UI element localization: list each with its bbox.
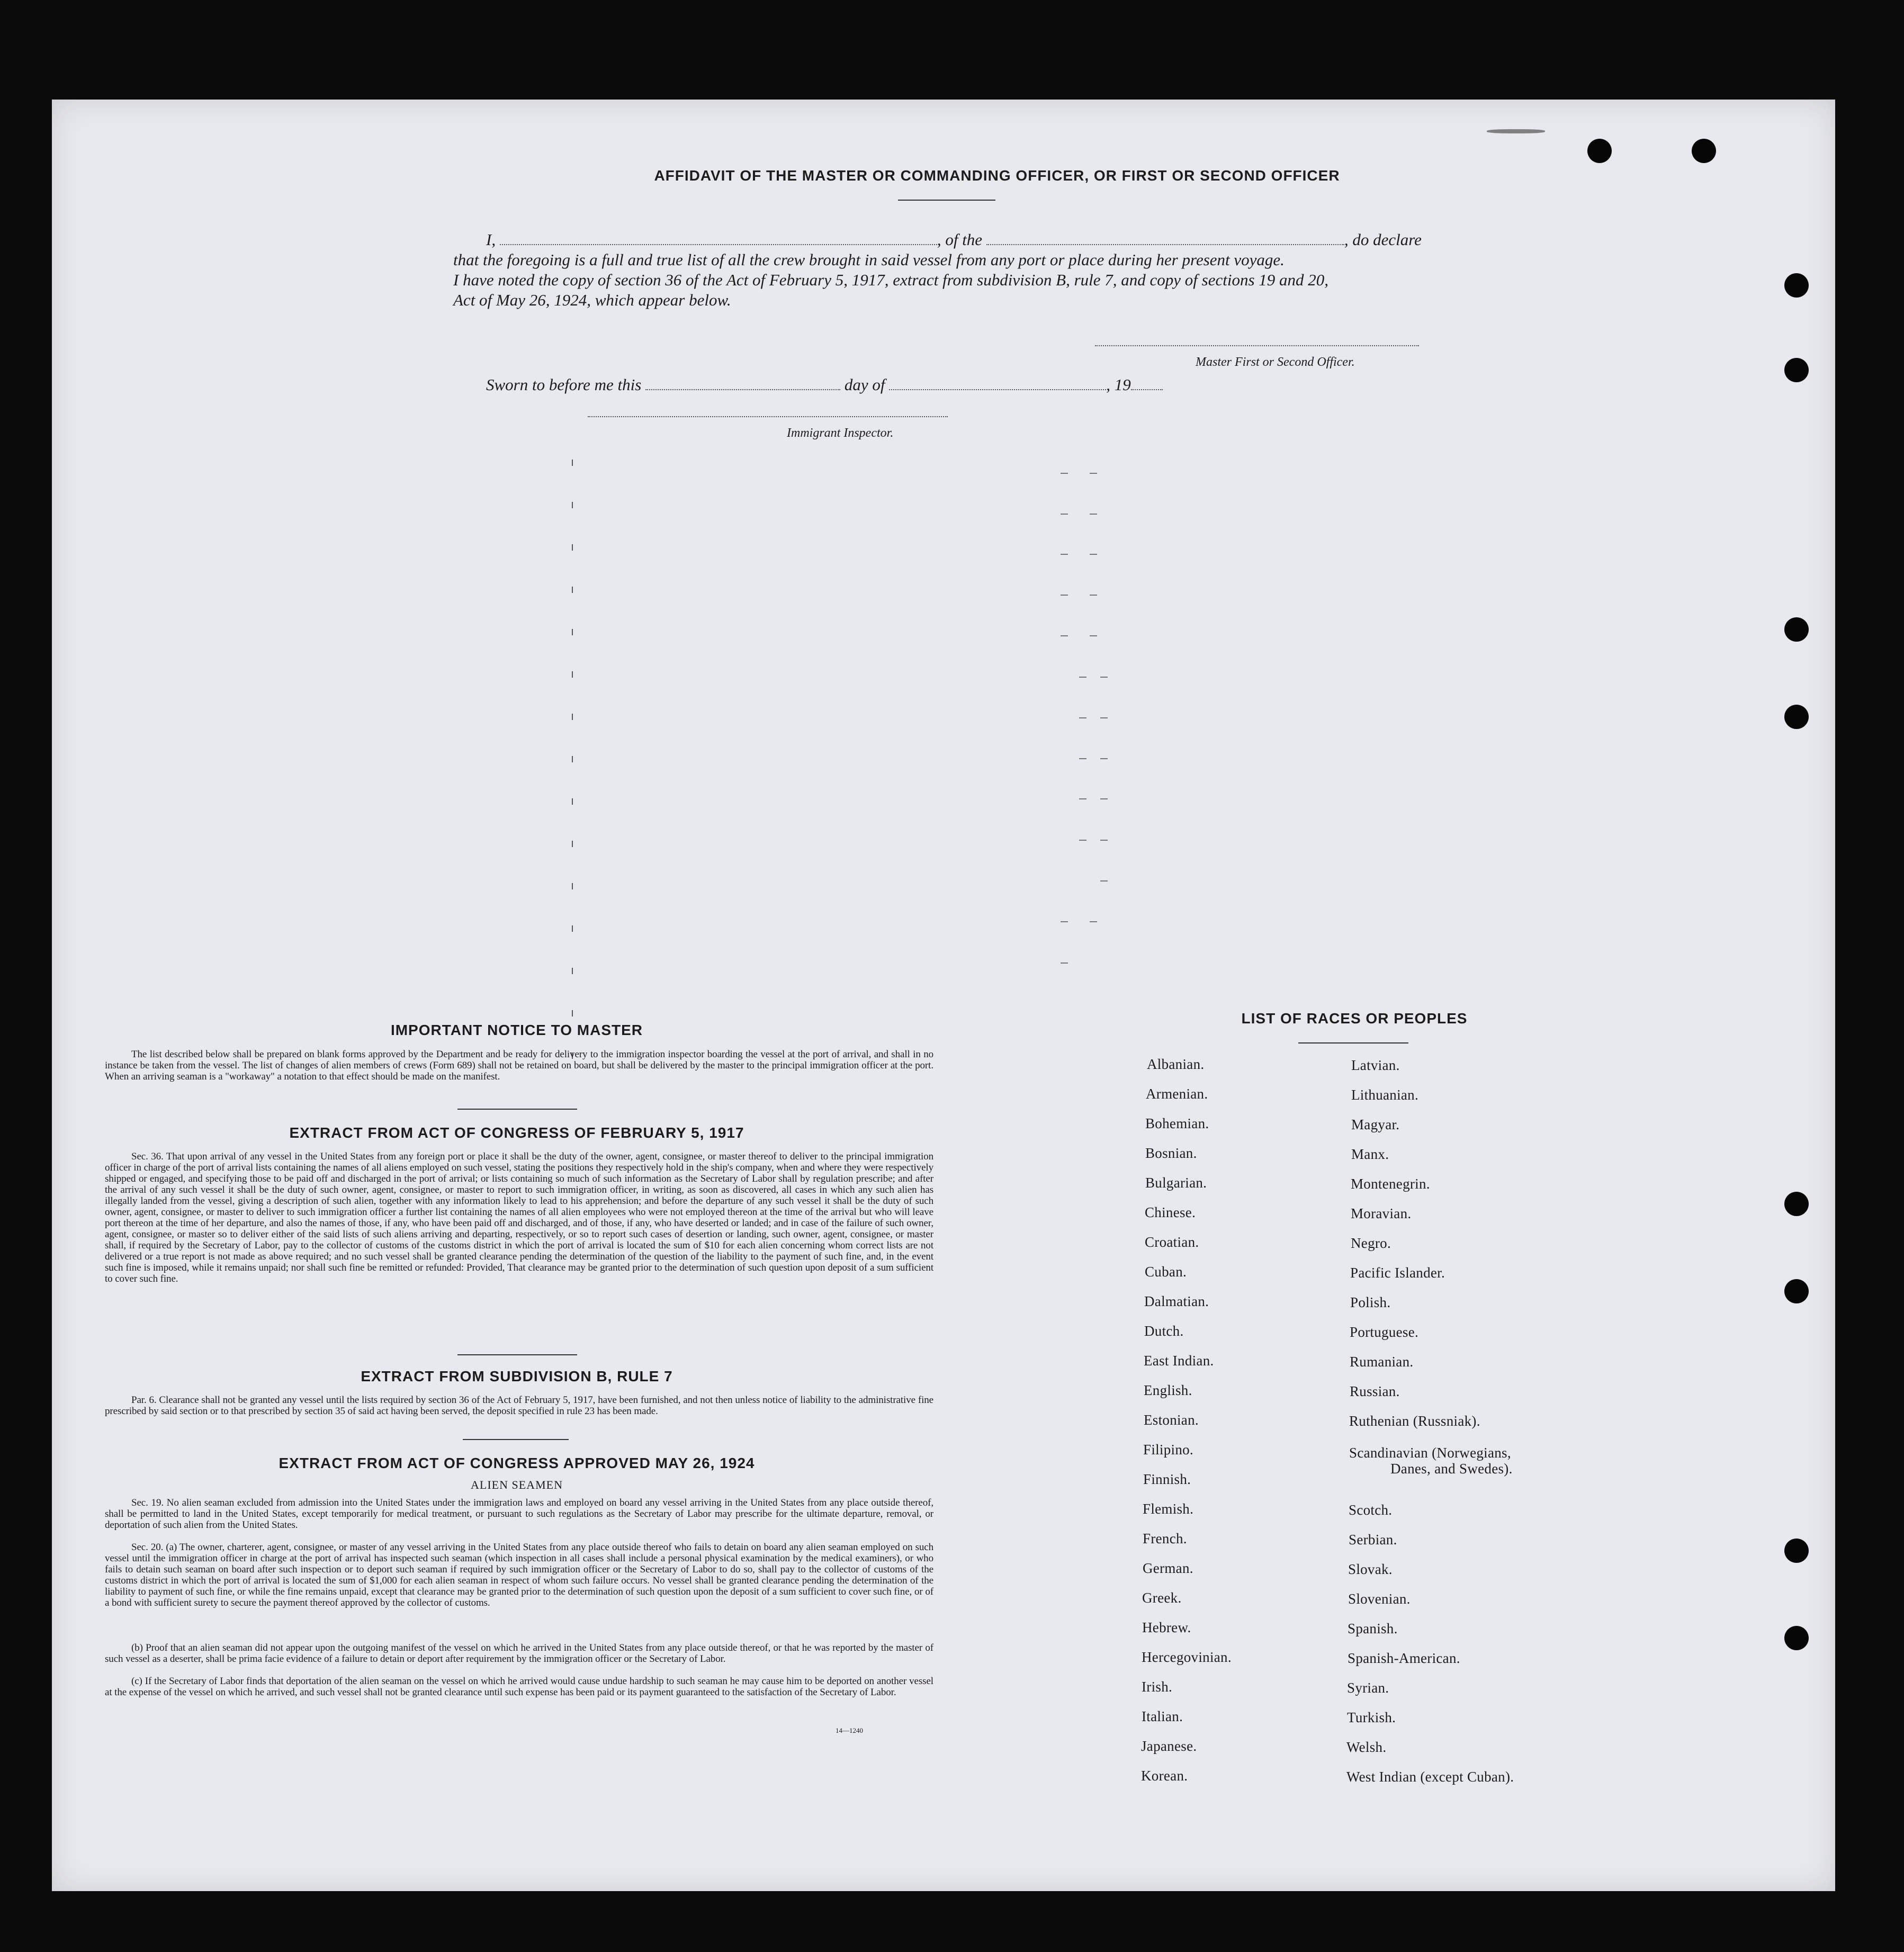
race-item: Ruthenian (Russniak). (1349, 1413, 1480, 1429)
stray-mark (572, 671, 573, 678)
stray-mark (572, 841, 573, 847)
race-item: Polish. (1350, 1294, 1391, 1310)
stray-mark (572, 629, 573, 635)
stray-mark (572, 798, 573, 805)
race-item: Greek. (1142, 1590, 1182, 1606)
race-item: Pacific Islander. (1350, 1265, 1445, 1281)
race-item: Lithuanian. (1351, 1087, 1419, 1103)
stray-mark (1061, 514, 1068, 515)
stray-mark (1090, 473, 1097, 474)
punch-hole (1784, 1279, 1809, 1303)
race-item: Chinese. (1145, 1204, 1196, 1220)
stray-mark (1079, 677, 1086, 678)
race-item: Estonian. (1144, 1412, 1199, 1428)
race-item: Portuguese. (1350, 1324, 1419, 1340)
stray-mark (572, 502, 573, 508)
stray-mark (1061, 473, 1068, 474)
declaration-line-1 (486, 230, 1481, 250)
race-item: Korean. (1141, 1768, 1188, 1784)
race-item: Bosnian. (1145, 1145, 1197, 1161)
stray-mark (572, 756, 573, 762)
stray-mark (1090, 921, 1097, 922)
stray-mark (1061, 921, 1068, 922)
stray-mark (572, 968, 573, 974)
stray-mark (572, 460, 573, 466)
sworn-text: Sworn to before me this (486, 375, 642, 394)
race-item: Rumanian. (1350, 1354, 1414, 1370)
title-rule (898, 200, 995, 201)
notice-title: IMPORTANT NOTICE TO MASTER (390, 1022, 643, 1038)
rule7-text: Par. 6. Clearance shall not be granted any vessel until the lists required by section 36 of the Act of February 5, 1917, have been furnished, and not then unless notice of liability to the administrative fine prescribed by said section or to that prescribed by section 35 of said act having been served, the deposit specified in rule 23 has been made. (105, 1395, 933, 1417)
extract-1917-title: EXTRACT FROM ACT OF CONGRESS OF FEBRUARY 5, 1917 (289, 1125, 744, 1141)
sec20b-text: (b) Proof that an alien seaman did not appear upon the outgoing manifest of the vessel on which he arrived in the United States from any place outside thereof, or that he was reported by the master of such vessel as a deserter, shall be prima facie evidence of a failure to detain or deport after requirement by the immigration officer or the Secretary of Labor. (105, 1642, 933, 1665)
punch-hole (1784, 617, 1809, 642)
section-rule (457, 1109, 577, 1110)
race-item: Japanese. (1141, 1738, 1197, 1754)
race-item: Bulgarian. (1145, 1175, 1207, 1191)
sworn-line (486, 375, 1280, 395)
race-item: Albanian. (1147, 1056, 1205, 1072)
race-item: French. (1143, 1531, 1187, 1546)
declaration-of-the: , of the (937, 230, 983, 249)
race-item: English. (1144, 1382, 1192, 1398)
race-item: Scotch. (1349, 1502, 1393, 1518)
race-item: Moravian. (1351, 1206, 1412, 1221)
race-item: Armenian. (1146, 1086, 1208, 1102)
race-item: Danes, and Swedes). (1390, 1461, 1513, 1477)
stray-mark (1100, 880, 1108, 881)
notice-text: The list described below shall be prepared on blank forms approved by the Department and be ready for delivery to the immigration inspector boarding the vessel at the port of arrival, and shall in no instance be taken from the vessel. The list of changes of alien members of crews (Form 689) shall not be retained on board, but shall be delivered by the master to the principal immigration officer at the port. When an arriving seaman is a "workaway" a notation to that effect should be made on the manifest. (105, 1049, 933, 1082)
stray-mark (1100, 677, 1108, 678)
section-rule (457, 1354, 577, 1355)
declaration-line-4: Act of May 26, 1924, which appear below. (453, 291, 731, 309)
declaration-do-declare: , do declare (1344, 230, 1422, 249)
stray-mark (572, 925, 573, 932)
race-item: Slovak. (1348, 1561, 1393, 1577)
year-blank (1131, 379, 1163, 390)
race-item: Montenegrin. (1351, 1176, 1430, 1192)
race-item: Syrian. (1347, 1680, 1389, 1696)
master-signature-line (1095, 344, 1419, 346)
race-item: Scandinavian (Norwegians, (1349, 1445, 1511, 1461)
races-title-rule (1298, 1042, 1408, 1044)
race-item: Bohemian. (1145, 1116, 1209, 1131)
stray-mark (1061, 554, 1068, 555)
day-blank (645, 379, 840, 390)
stray-mark (1090, 595, 1097, 596)
stray-mark (572, 587, 573, 593)
race-item: Latvian. (1351, 1057, 1400, 1073)
race-item: Slovenian. (1348, 1591, 1411, 1607)
stray-mark (1100, 798, 1108, 799)
race-item: German. (1143, 1560, 1193, 1576)
extract-1924-title: EXTRACT FROM ACT OF CONGRESS APPROVED MAY 26, 1924 (279, 1455, 755, 1471)
race-item: Spanish-American. (1348, 1650, 1460, 1666)
race-item: Cuban. (1145, 1264, 1187, 1280)
section-rule (463, 1439, 569, 1440)
stray-mark (1061, 962, 1068, 964)
stray-mark (1100, 717, 1108, 718)
stray-mark (1100, 758, 1108, 759)
race-item: Finnish. (1143, 1471, 1191, 1487)
sec20c-text: (c) If the Secretary of Labor finds that deportation of the alien seaman on the vessel on which he arrived would cause undue hardship to such seaman he may cause him to be deported on another vessel at the expense of the vessel on which he arrived, and such vessel shall not be granted clearance until such expense has been paid or its payment guaranteed to the satisfaction of the Secretary of Labor. (105, 1676, 933, 1698)
stray-mark (572, 714, 573, 720)
stray-mark (1079, 798, 1086, 799)
stray-mark (1079, 840, 1086, 841)
race-item: Negro. (1351, 1235, 1391, 1251)
inspector-signature-line (588, 415, 948, 417)
stray-mark (572, 1010, 573, 1017)
race-item: Welsh. (1346, 1739, 1387, 1755)
extract-1917-text: Sec. 36. That upon arrival of any vessel in the United States from any foreign port or place it shall be the duty of the owner, agent, consignee, or master thereof to deliver to the principal immigration officer in charge of the port of arrival lists containing the names of all aliens employed on such vessel, stating the positions they respectively hold in the ship's company, when and where they were respectively shipped or engaged, and specifying those to be paid off and discharged in the port of arrival; or lists containing so much of such information as the Secretary of Labor shall by regulation prescribe; and after the arrival of any such vessel it shall be the duty of such owner, agent, consignee, or master to report to such immigration officer, in writing, as soon as discovered, all cases in which any such alien has illegally landed from the vessel, giving a description of such alien, together with any information likely to lead to his apprehension; and before the departure of any such vessel it shall be the duty of such owner, agent, consignee, or master to deliver to such immigration officer a further list containing the names of all alien employees who were not employed thereon at the time of the arrival but who will leave port thereon at the time of her departure, and also the names of those, if any, who have been paid off and discharged, and of those, if any, who have deserted or landed; and in case of the failure of such owner, agent, consignee, or master so to deliver either of the said lists of such aliens arriving and departing, respectively, or so to report such cases of desertion or landing, such owner, agent, consignee, or master shall, if required by the Secretary of Labor, pay to the collector of customs of the customs district in which the port of arrival is located the sum of $10 for each alien concerning whom correct lists are not delivered or a true report is not made as above required; and no such vessel shall be granted clearance pending the determination of the question of the liability to the payment of such fine, and, in the event such fine is imposed, while it remains unpaid; nor shall such fine be remitted or refunded: Provided, That clearance may be granted prior to the determination of such question upon deposit of a sum sufficient to cover such fine. (105, 1151, 933, 1284)
race-item: East Indian. (1144, 1353, 1214, 1369)
race-item: Magyar. (1351, 1117, 1400, 1132)
races-title: LIST OF RACES OR PEOPLES (1241, 1010, 1468, 1027)
declaration-line-3: I have noted the copy of section 36 of the Act of February 5, 1917, extract from subdivision B, rule 7, and copy of sections 19 and 20, (453, 271, 1329, 289)
punch-hole (1784, 1539, 1809, 1563)
sec19-text: Sec. 19. No alien seaman excluded from admission into the United States under the immigration laws and employed on board any vessel arriving in the United States from any place outside thereof, shall be permitted to land in the United States, except temporarily for medical treatment, or pursuant to such regulations as the Secretary of Labor may prescribe for the ultimate departure, removal, or deportation of such alien from the United States. (105, 1497, 933, 1531)
punch-hole (1784, 1626, 1809, 1650)
declaration-i: I, (486, 230, 496, 249)
race-item: Manx. (1351, 1146, 1389, 1162)
declaration-line-2: that the foregoing is a full and true list of all the crew brought in said vessel from any port or place during her present voyage. (453, 250, 1285, 269)
punch-hole (1587, 139, 1612, 163)
name-blank (500, 233, 937, 245)
sworn-day-of: day of (844, 375, 885, 394)
race-item: West Indian (except Cuban). (1346, 1769, 1514, 1785)
alien-seamen-subtitle: ALIEN SEAMEN (471, 1478, 563, 1491)
stray-mark (1079, 717, 1086, 718)
sec20a-text: Sec. 20. (a) The owner, charterer, agent, consignee, or master of any vessel arriving in the United States from any place outside thereof who fails to detain on board any alien seaman employed on such vessel until the immigration officer in charge at the port of arrival has inspected such seaman (which inspection in all cases shall include a personal physical examination by the medical examiners), or who fails to detain such seaman on board after such inspection or to deport such seaman if required by such immigration officer or the Secretary of Labor to do so, shall pay to the collector of customs of the customs district in which the port of arrival is located the sum of $1,000 for each alien seaman in respect of whom such failure occurs. No vessel shall be granted clearance pending the determination of the liability to payment of such fine, or while the fine remains unpaid, except that clearance may be granted prior to the determination of such question upon the deposit of a sum sufficient to cover such fine, or of a bond with sufficient surety to secure the payment thereof approved by the collector of customs. (105, 1542, 933, 1608)
stray-mark (1061, 595, 1068, 596)
race-item: Hebrew. (1142, 1620, 1191, 1635)
sworn-year: , 19 (1106, 375, 1131, 394)
stray-mark (572, 544, 573, 551)
race-item: Hercegovinian. (1142, 1649, 1232, 1665)
race-item: Dalmatian. (1144, 1293, 1209, 1309)
rule7-title: EXTRACT FROM SUBDIVISION B, RULE 7 (361, 1368, 673, 1384)
form-number: 14—1240 (836, 1726, 863, 1734)
race-item: Serbian. (1349, 1532, 1397, 1548)
race-item: Flemish. (1143, 1501, 1194, 1517)
month-blank (889, 379, 1106, 390)
race-item: Dutch. (1144, 1323, 1184, 1339)
race-item: Croatian. (1145, 1234, 1199, 1250)
stray-mark (1100, 840, 1108, 841)
punch-hole (1692, 139, 1716, 163)
form-page (52, 100, 1835, 1891)
master-signature-label: Master First or Second Officer. (1196, 355, 1355, 369)
stray-mark (1090, 635, 1097, 636)
stray-mark (1090, 514, 1097, 515)
affidavit-title: AFFIDAVIT OF THE MASTER OR COMMANDING OFFICER, OR FIRST OR SECOND OFFICER (654, 167, 1340, 184)
race-item: Spanish. (1348, 1621, 1398, 1636)
race-item: Turkish. (1347, 1710, 1396, 1725)
punch-hole (1784, 705, 1809, 729)
race-item: Irish. (1142, 1679, 1173, 1695)
stray-mark (1061, 635, 1068, 636)
punch-hole (1784, 1192, 1809, 1216)
punch-hole (1784, 273, 1809, 298)
race-item: Filipino. (1143, 1442, 1193, 1458)
stray-mark (1079, 758, 1086, 759)
race-item: Italian. (1142, 1708, 1183, 1724)
vessel-blank (986, 233, 1344, 245)
stray-mark (1090, 554, 1097, 555)
inspector-signature-label: Immigrant Inspector. (787, 426, 894, 440)
punch-hole (1784, 358, 1809, 382)
stray-mark (572, 883, 573, 889)
race-item: Russian. (1350, 1383, 1400, 1399)
ink-smudge (1487, 129, 1545, 133)
